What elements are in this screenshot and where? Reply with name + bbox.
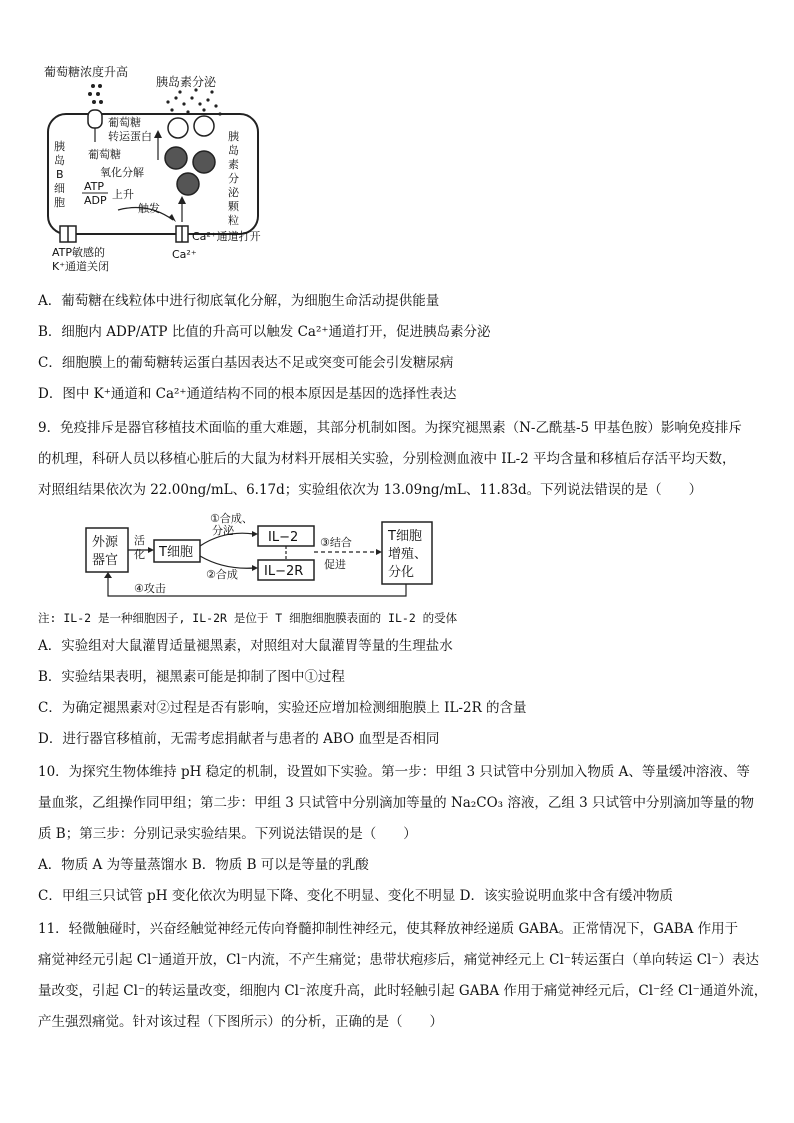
q9-stem-line-3: 对照组结果依次为 22.00ng/mL、6.17d；实验组依次为 13.09ng/mL、11.83d。下列说法错误的是（ ）	[38, 482, 703, 498]
cell-vertical-label	[54, 139, 65, 209]
glucose-dots	[88, 84, 103, 104]
step1-label-1: ①合成、	[210, 512, 253, 525]
q10-stem-line-2: 量血浆，乙组操作同甲组；第二步：甲组 3 只试管中分别滴加等量的 Na₂CO₃ 溶液，乙组 3 只试管中分别滴加等量的物	[38, 795, 755, 811]
svg-text:B: B	[56, 168, 64, 181]
transporter-label-2: 转运蛋白	[108, 130, 152, 143]
step1-label-2: 分泌	[212, 524, 234, 537]
svg-text:胞: 胞	[54, 196, 65, 209]
q11-stem-line-2: 痛觉神经元引起 Cl⁻通道开放，Cl⁻内流，不产生痛觉；患带状疱疹后，痛觉神经元上 Cl⁻转运蛋白（单向转运 Cl⁻）表达	[38, 952, 759, 968]
q8-option-c: C．细胞膜上的葡萄糖转运蛋白基因表达不足或突变可能会引发糖尿病	[38, 355, 454, 371]
k-channel-label-1: ATP敏感的	[52, 246, 106, 259]
svg-text:素: 素	[228, 158, 239, 171]
atp-label: ATP	[84, 180, 105, 193]
t-cell-label: T细胞	[159, 545, 193, 560]
svg-text:细: 细	[54, 182, 65, 195]
q11-stem-line-1: 11．轻微触碰时，兴奋经触觉神经元传向脊髓抑制性神经元，使其释放神经递质 GABA。正常情况下，GABA 作用于	[38, 921, 739, 937]
q11-stem-line-3: 量改变，引起 Cl⁻的转运量改变，细胞内 Cl⁻浓度升高，此时轻触引起 GABA 作用于痛觉神经元后，Cl⁻经 Cl⁻通道外流，	[38, 983, 768, 999]
step2-label: ②合成	[206, 568, 238, 581]
il2-label: IL−2	[268, 530, 299, 545]
q10-option-cd: C．甲组三只试管 pH 变化依次为明显下降、变化不明显、变化不明显 D．该实验说明血浆中含有缓冲物质	[38, 888, 673, 904]
trigger-label: 触发	[138, 202, 160, 215]
svg-text:胰: 胰	[54, 140, 65, 153]
insulin-granules	[165, 116, 215, 195]
q9-diagram-note: 注: IL-2 是一种细胞因子, IL-2R 是位于 T 细胞细胞膜表面的 IL-2 的受体	[38, 611, 458, 625]
activate-label-2: 化	[134, 548, 145, 561]
svg-text:岛: 岛	[228, 144, 239, 157]
q11-stem-line-4: 产生强烈痛觉。针对该过程（下图所示）的分析，正确的是（ ）	[38, 1014, 443, 1030]
step4-label: ④攻击	[134, 582, 166, 595]
glucose-rise-label: 葡萄糖浓度升高	[44, 65, 129, 79]
insulin-dots	[166, 88, 221, 115]
il2r-label: IL−2R	[264, 564, 304, 579]
activate-label-1: 活	[134, 534, 145, 547]
q10-stem-line-1: 10．为探究生物体维持 pH 稳定的机制，设置如下实验。第一步：甲组 3 只试管中分别加入物质 A、等量缓冲溶液、等	[38, 764, 750, 780]
cell-membrane	[48, 114, 258, 234]
rise-label: 上升	[112, 188, 134, 201]
svg-text:颗: 颗	[228, 200, 239, 213]
transporter-label-1: 葡萄糖	[108, 116, 141, 129]
svg-text:岛: 岛	[54, 154, 65, 167]
q8-option-d: D．图中 K⁺通道和 Ca²⁺通道结构不同的根本原因是基因的选择性表达	[38, 386, 457, 402]
ca-open-label: Ca²⁺通道打开	[192, 230, 261, 243]
svg-text:泌: 泌	[228, 186, 239, 199]
glucose-transporter-shape	[88, 110, 102, 128]
q9-stem-line-1: 9．免疫排斥是器官移植技术面临的重大难题，其部分机制如图。为探究褪黑素（N-乙酰基-5 甲基色胺）影响免疫排斥	[38, 420, 742, 436]
q10-stem-line-3: 质 B；第三步：分别记录实验结果。下列说法错误的是（ ）	[38, 826, 417, 842]
q9-option-d: D．进行器官移植前，无需考虑捐献者与患者的 ABO 血型是否相同	[38, 731, 440, 747]
immune-rejection-diagram	[84, 512, 454, 608]
q9-option-c: C．为确定褪黑素对②过程是否有影响，实验还应增加检测细胞膜上 IL-2R 的含量	[38, 700, 527, 716]
t-cell-out-label-1: T细胞	[388, 529, 422, 544]
svg-text:粒: 粒	[228, 214, 239, 227]
step3-label-2: 促进	[324, 558, 346, 571]
q10-option-ab: A．物质 A 为等量蒸馏水 B．物质 B 可以是等量的乳酸	[38, 857, 369, 873]
q9-option-b: B．实验结果表明，褪黑素可能是抑制了图中①过程	[38, 669, 345, 685]
t-cell-out-label-3: 分化	[388, 565, 415, 580]
q8-option-b: B．细胞内 ADP/ATP 比值的升高可以触发 Ca²⁺通道打开，促进胰岛素分泌	[38, 324, 491, 340]
glucose-label: 葡萄糖	[88, 148, 121, 161]
q9-stem-line-2: 的机理，科研人员以移植心脏后的大鼠为材料开展相关实验，分别检测血液中 IL-2 平均含量和移植后存活平均天数，	[38, 451, 736, 467]
foreign-organ-label-2: 器官	[92, 553, 119, 568]
t-cell-out-label-2: 增殖、	[388, 547, 428, 562]
svg-text:分: 分	[228, 172, 239, 185]
q9-option-a: A．实验组对大鼠灌胃适量褪黑素，对照组对大鼠灌胃等量的生理盐水	[38, 638, 453, 654]
ca-label: Ca²⁺	[172, 248, 197, 261]
insulin-secretion-label: 胰岛素分泌	[156, 75, 217, 89]
granule-vertical-label	[228, 129, 240, 227]
q8-option-a: A．葡萄糖在线粒体中进行彻底氧化分解，为细胞生命活动提供能量	[38, 293, 440, 309]
adp-label: ADP	[84, 194, 107, 207]
svg-text:胰: 胰	[228, 130, 239, 143]
k-channel-label-2: K⁺通道关闭	[52, 260, 110, 273]
step3-label-1: ③结合	[320, 536, 352, 549]
oxidation-label: 氧化分解	[100, 166, 144, 179]
foreign-organ-label-1: 外源	[92, 535, 119, 550]
islet-b-cell-figure	[38, 62, 298, 276]
